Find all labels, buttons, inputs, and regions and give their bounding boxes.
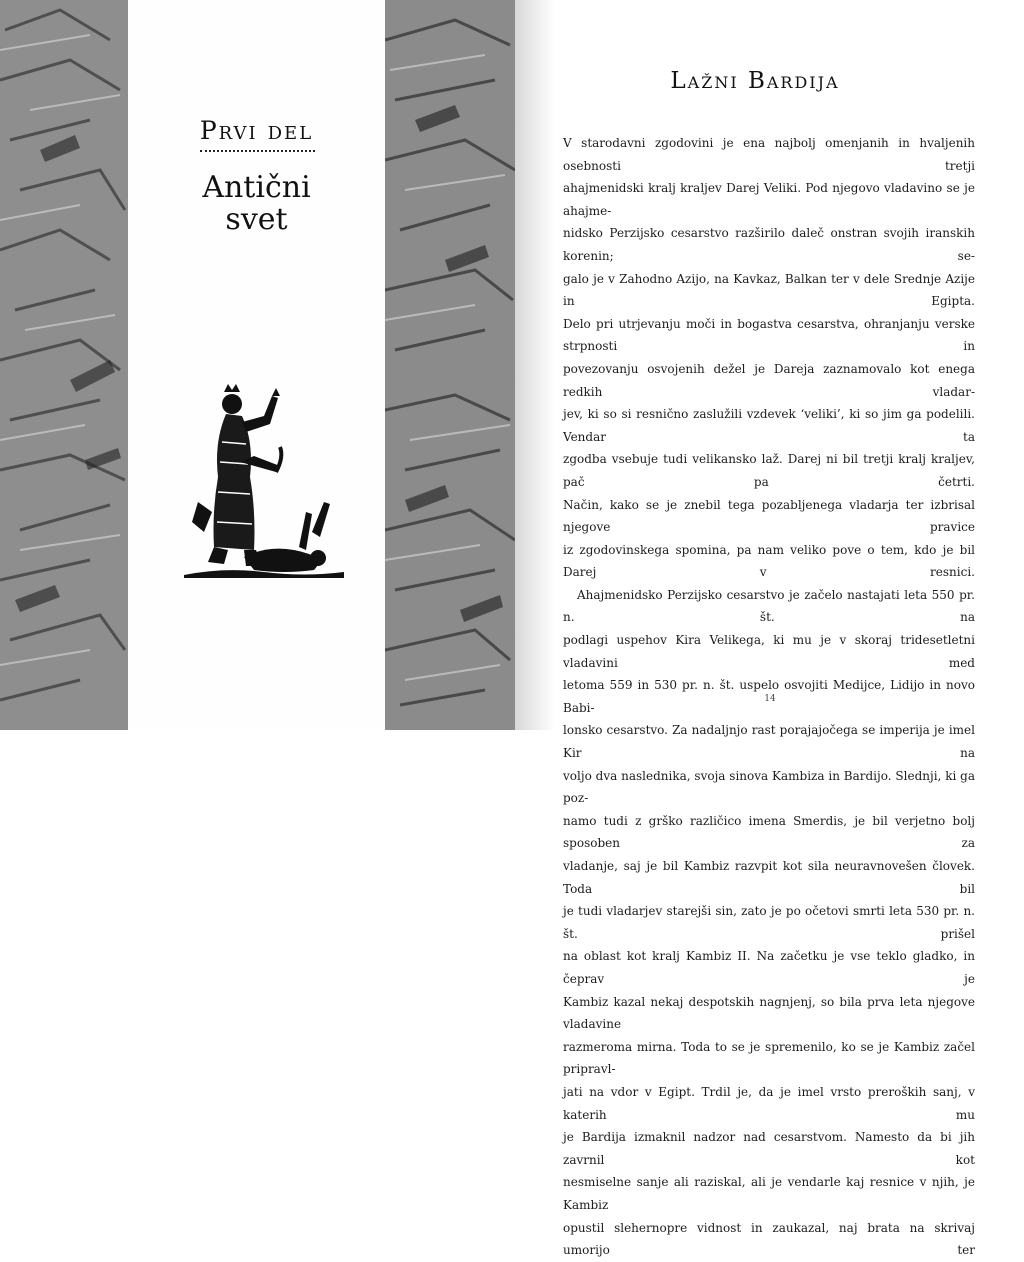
text-line: ahajmenidski kralj kraljev Darej Veliki. Pod njegovo vladavino se je ahajme- [563, 181, 975, 218]
text-line: lonsko cesarstvo. Za nadaljnjo rast porajajočega se imperija je imel Kir na [563, 723, 975, 761]
text-line: Način, kako se je znebil tega pozabljenega vladarja ter izbrisal njegove pravice [563, 497, 975, 535]
text-line: Kambiz kazal nekaj despotskih nagnjenj, so bila prva leta njegove vladavine [563, 994, 975, 1032]
chapter-title: Lažni Bardija [670, 68, 840, 94]
text-line: letoma 559 in 530 pr. n. št. uspelo osvojiti Medijce, Lidijo in novo Babi- [563, 678, 975, 715]
text-line: na oblast kot kralj Kambiz II. Na začetku je vse teklo gladko, in čeprav je [563, 949, 975, 986]
part-panel [128, 0, 385, 730]
text-line: Delo pri utrjevanju moči in bogastva cesarstva, ohranjanju verske strpnosti in [563, 316, 975, 354]
stone-texture-right [385, 0, 515, 730]
part-label: Prvi del [199, 116, 314, 145]
part-title-line2: svet [225, 202, 288, 237]
text-line: voljo dva naslednika, svoja sinova Kambiza in Bardijo. Slednji, ki ga poz- [563, 768, 975, 806]
text-line: povezovanju osvojenih dežel je Dareja zaznamovalo kot enega redkih vladar- [563, 361, 975, 399]
text-line: nidsko Perzijsko cesarstvo razširilo daleč onstran svojih iranskih korenin; se- [563, 226, 975, 263]
text-line: opustil slehernopre vidnost in zaukazal, naj brata na skrivaj umorijo ter [563, 1220, 975, 1258]
text-line: galo je v Zahodno Azijo, na Kavkaz, Balkan ter v dele Srednje Azije in Egipta. [563, 271, 975, 309]
page-number: 14 [764, 694, 776, 704]
text-line: V starodavni zgodovini je ena najbolj omenjanih in hvaljenih osebnosti tretji [563, 136, 975, 173]
text-line: zgodba vsebuje tudi velikansko laž. Darej ni bil tretji kralj kraljev, pač pa četrti. [563, 452, 975, 489]
text-line: namo tudi z grško različico imena Smerdis, je bil verjetno bolj sposoben za [563, 813, 975, 851]
text-line: je tudi vladarjev starejši sin, zato je po očetovi smrti leta 530 pr. n. št. prišel [563, 904, 975, 941]
text-line: jati na vdor v Egipt. Trdil je, da je imel vrsto preroških sanj, v katerih mu [563, 1084, 975, 1122]
text-line: nesmiselne sanje ali raziskal, ali je vendarle kaj resnice v njih, je Kambiz [563, 1175, 975, 1212]
text-line: je Bardija izmaknil nadzor nad cesarstvom. Namesto da bi jih zavrnil kot [563, 1130, 975, 1167]
text-line: vladanje, saj je bil Kambiz razvpit kot sila neuravnovešen človek. Toda bil [563, 859, 975, 896]
text-line: Ahajmenidsko Perzijsko cesarstvo je začelo nastajati leta 550 pr. n. št. na [563, 587, 975, 625]
right-page [515, 0, 1024, 1258]
text-line: jev, ki so si resnično zaslužili vzdevek ‘veliki’, ki so jim ga podelili. Vendar ta [563, 407, 975, 444]
stone-texture-left [0, 0, 128, 730]
part-title [128, 172, 385, 236]
text-line: iz zgodovinskega spomina, pa nam veliko pove o tem, kdo je bil Darej v resnici. [563, 542, 975, 580]
part-title-line1: Antični [202, 170, 311, 205]
left-page [0, 0, 515, 730]
text-line: razmeroma mirna. Toda to se je spremenilo, ko se je Kambiz začel pripravl- [563, 1039, 975, 1077]
dotted-divider [200, 150, 315, 158]
text-line: podlagi uspehov Kira Velikega, ki mu je v skoraj tridesetletni vladavini med [563, 633, 975, 670]
woodcut-illustration [184, 382, 344, 582]
